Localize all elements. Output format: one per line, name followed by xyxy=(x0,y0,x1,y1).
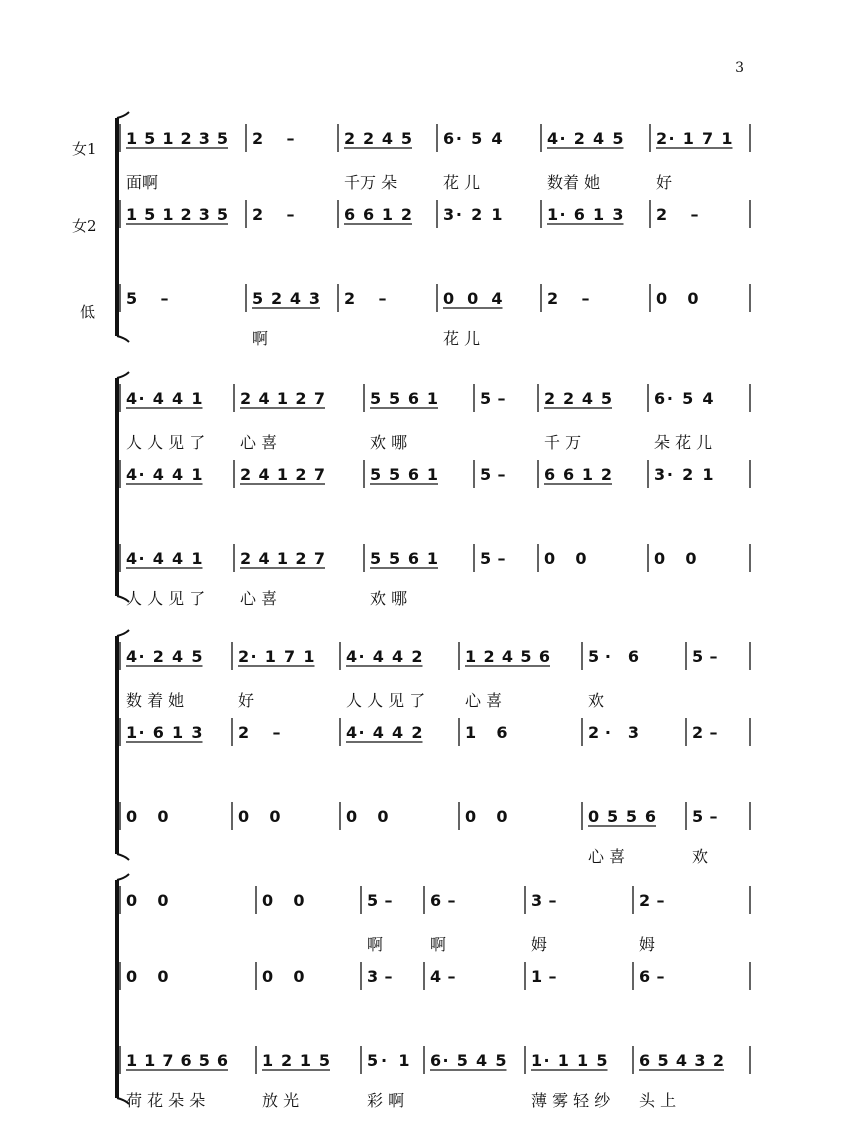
lyric: 头 上 xyxy=(639,1091,677,1110)
note-group: 4· 4 4 1 xyxy=(126,465,203,484)
bracket-hook-top xyxy=(117,630,129,636)
lyric: 千万 朵 xyxy=(344,173,398,192)
lyric: 千 万 xyxy=(544,433,582,452)
note-group: 0 0 xyxy=(126,807,169,826)
lyric: 花 儿 xyxy=(443,329,481,348)
note-group: 6· 5 4 5 xyxy=(430,1051,507,1070)
note-group: 2 – xyxy=(639,891,665,910)
note-group: 1 – xyxy=(531,967,557,986)
bracket-hook-top xyxy=(117,874,129,880)
note-group: 0 0 xyxy=(126,891,169,910)
note-group: 1· 6 1 3 xyxy=(126,723,203,742)
lyric: 心 喜 xyxy=(588,847,626,866)
bracket-hook-bottom xyxy=(117,336,129,342)
note-group: 1· 6 1 3 xyxy=(547,205,624,224)
lyric: 人 人 见 了 xyxy=(126,433,206,452)
page-number: 3 xyxy=(735,60,744,76)
lyric: 面啊 xyxy=(126,173,159,192)
note-group: 1 2 4 5 6 xyxy=(465,647,550,666)
note-group: 5· 6 xyxy=(588,647,639,666)
lyric: 姆 xyxy=(639,935,656,954)
note-group: 5 2 4 3 xyxy=(252,289,320,308)
note-group: 4· 4 4 1 xyxy=(126,389,203,408)
note-group: 2· 1 7 1 xyxy=(238,647,315,666)
lyric: 放 光 xyxy=(262,1091,300,1110)
note-group: 0 0 xyxy=(262,967,305,986)
note-group: 5 – xyxy=(692,647,718,666)
note-group: 0 0 4 xyxy=(443,289,503,308)
note-group: 2 4 1 2 7 xyxy=(240,465,325,484)
lyric: 心 喜 xyxy=(465,691,503,710)
note-group: 5 – xyxy=(480,389,506,408)
lyric: 啊 xyxy=(430,935,447,954)
lyric: 好 xyxy=(238,691,255,710)
lyric: 啊 xyxy=(367,935,384,954)
note-group: 5· 1 xyxy=(367,1051,410,1070)
note-group: 5 – xyxy=(126,289,169,308)
note-group: 0 0 xyxy=(544,549,587,568)
note-group: 3· 2 1 xyxy=(654,465,714,484)
note-group: 2 – xyxy=(656,205,699,224)
lyric: 心 喜 xyxy=(240,589,278,608)
note-group: 2 – xyxy=(692,723,718,742)
note-group: 1· 1 1 5 xyxy=(531,1051,608,1070)
note-group: 1 2 1 5 xyxy=(262,1051,330,1070)
note-group: 4 – xyxy=(430,967,456,986)
note-group: 3· 2 1 xyxy=(443,205,503,224)
lyric: 好 xyxy=(656,173,673,192)
note-group: 4· 2 4 5 xyxy=(126,647,203,666)
note-group: 2 4 1 2 7 xyxy=(240,389,325,408)
lyric: 荷 花 朵 朵 xyxy=(126,1091,206,1110)
note-group: 0 0 xyxy=(654,549,697,568)
note-group: 5 5 6 1 xyxy=(370,549,438,568)
note-group: 5 5 6 1 xyxy=(370,389,438,408)
note-group: 6 – xyxy=(430,891,456,910)
note-group: 2 – xyxy=(252,205,295,224)
note-group: 0 5 5 6 xyxy=(588,807,656,826)
note-group: 4· 4 4 1 xyxy=(126,549,203,568)
lyric: 彩 啊 xyxy=(367,1091,405,1110)
note-group: 2· 1 7 1 xyxy=(656,129,733,148)
note-group: 4· 2 4 5 xyxy=(547,129,624,148)
part-label-女1: 女1 xyxy=(72,140,97,158)
note-group: 5 – xyxy=(480,549,506,568)
note-group: 5 – xyxy=(692,807,718,826)
lyric: 朵 花 儿 xyxy=(654,433,713,452)
lyric: 数着 她 xyxy=(547,173,601,192)
note-group: 0 0 xyxy=(656,289,699,308)
note-group: 2 4 1 2 7 xyxy=(240,549,325,568)
note-group: 6 6 1 2 xyxy=(544,465,612,484)
note-group: 6· 5 4 xyxy=(654,389,714,408)
note-group: 6 5 4 3 2 xyxy=(639,1051,724,1070)
note-group: 4· 4 4 2 xyxy=(346,647,423,666)
note-group: 5 5 6 1 xyxy=(370,465,438,484)
lyric: 人 人 见 了 xyxy=(126,589,206,608)
lyric: 啊 xyxy=(252,329,269,348)
note-group: 0 0 xyxy=(346,807,389,826)
note-group: 0 0 xyxy=(465,807,508,826)
note-group: 6· 5 4 xyxy=(443,129,503,148)
note-group: 1 1 7 6 5 6 xyxy=(126,1051,228,1070)
note-group: 0 0 xyxy=(126,967,169,986)
note-group: 6 6 1 2 xyxy=(344,205,412,224)
note-group: 2· 3 xyxy=(588,723,639,742)
lyric: 薄 雾 轻 纱 xyxy=(531,1091,611,1110)
lyric: 数 着 她 xyxy=(126,691,185,710)
note-group: 5 – xyxy=(367,891,393,910)
lyric: 欢 哪 xyxy=(370,589,408,608)
note-group: 1 5 1 2 3 5 xyxy=(126,205,228,224)
note-group: 2 2 4 5 xyxy=(344,129,412,148)
note-group: 2 2 4 5 xyxy=(544,389,612,408)
bracket-hook-top xyxy=(117,112,129,118)
note-group: 2 – xyxy=(252,129,295,148)
lyric: 欢 xyxy=(588,691,605,710)
note-group: 2 – xyxy=(547,289,590,308)
note-group: 5 – xyxy=(480,465,506,484)
note-group: 6 – xyxy=(639,967,665,986)
lyric: 花 儿 xyxy=(443,173,481,192)
note-group: 2 – xyxy=(238,723,281,742)
lyric: 人 人 见 了 xyxy=(346,691,426,710)
lyric: 心 喜 xyxy=(240,433,278,452)
note-group: 4· 4 4 2 xyxy=(346,723,423,742)
lyric: 欢 哪 xyxy=(370,433,408,452)
bracket-hook-bottom xyxy=(117,854,129,860)
lyric: 欢 xyxy=(692,847,709,866)
note-group: 1 5 1 2 3 5 xyxy=(126,129,228,148)
bracket-hook-top xyxy=(117,372,129,378)
note-group: 3 – xyxy=(367,967,393,986)
note-group: 0 0 xyxy=(238,807,281,826)
note-group: 3 – xyxy=(531,891,557,910)
note-group: 0 0 xyxy=(262,891,305,910)
note-group: 2 – xyxy=(344,289,387,308)
part-label-低: 低 xyxy=(80,303,96,321)
lyric: 姆 xyxy=(531,935,548,954)
part-label-女2: 女2 xyxy=(72,217,97,235)
note-group: 1 6 xyxy=(465,723,508,742)
